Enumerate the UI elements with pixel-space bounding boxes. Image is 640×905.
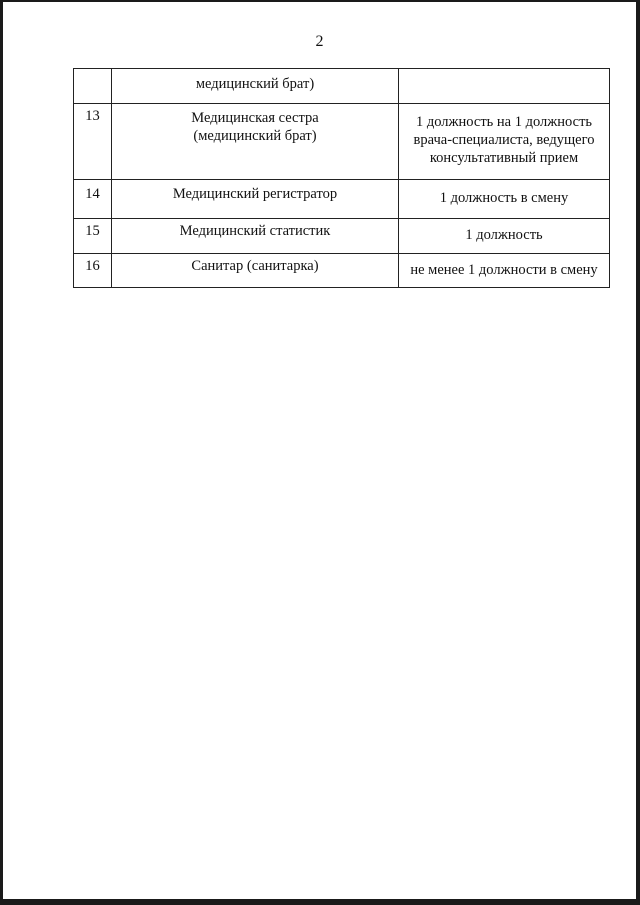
page-number: 2: [315, 33, 324, 50]
norm-text: консультативный прием: [429, 150, 579, 166]
table-row: [74, 180, 610, 219]
position-text: медицинский брат): [195, 76, 315, 92]
position-text: Медицинский регистратор: [172, 186, 338, 202]
table-row: [74, 219, 610, 254]
norm-cell: [399, 254, 610, 288]
position-text: (медицинский брат): [193, 128, 317, 144]
position-cell: [112, 104, 399, 180]
norm-text: не менее 1 должности в смену: [410, 262, 598, 278]
norm-text: врача-специалиста, ведущего: [413, 132, 595, 148]
norm-text: 1 должность на 1 должность: [415, 114, 593, 130]
row-number: 13: [74, 104, 112, 180]
norm-cell: [399, 219, 610, 254]
norm-cell: [399, 180, 610, 219]
position-text: Медицинский статистик: [179, 223, 331, 239]
position-cell: [112, 69, 399, 104]
table-row: [74, 69, 610, 104]
norm-text: 1 должность в смену: [439, 190, 569, 206]
position-cell: [112, 180, 399, 219]
position-text: Медицинская сестра: [191, 110, 319, 126]
norm-cell: [399, 69, 610, 104]
document-page: [3, 2, 636, 901]
norm-text: 1 должность: [465, 227, 543, 243]
scan-border: [0, 899, 640, 905]
row-number: 16: [74, 254, 112, 288]
row-number: 14: [74, 180, 112, 219]
position-text: Санитар (санитарка): [191, 258, 319, 274]
position-cell: [112, 254, 399, 288]
row-number: 15: [74, 219, 112, 254]
row-number: [74, 69, 112, 104]
norm-cell: [399, 104, 610, 180]
table-row: [74, 254, 610, 288]
staffing-table: [73, 68, 610, 288]
table-row: [74, 104, 610, 180]
position-cell: [112, 219, 399, 254]
